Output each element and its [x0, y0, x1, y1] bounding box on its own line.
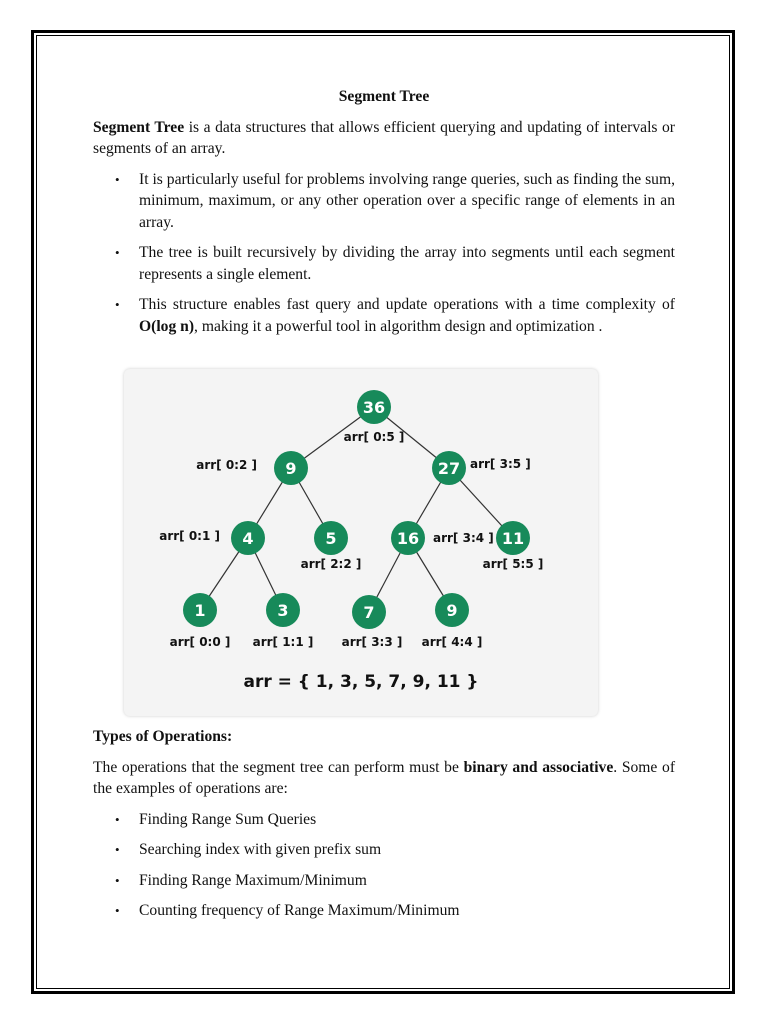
feature-list: [93, 169, 675, 338]
tree-node-range: arr[ 3:3 ]: [341, 635, 403, 649]
list-item-text: Counting frequency of Range Maximum/Minimum: [139, 902, 460, 919]
list-item-text: This structure enables fast query and update operations with a time complexity of: [139, 296, 675, 313]
list-item-text: Finding Range Maximum/Minimum: [139, 871, 367, 889]
tree-node-range: arr[ 0:5 ]: [343, 430, 405, 444]
operations-paragraph: [93, 757, 675, 800]
complexity-term: O(log n): [139, 317, 195, 335]
tree-nodes: [159, 390, 543, 649]
tree-node-range: arr[ 1:1 ]: [252, 635, 314, 649]
list-item-text: It is particularly useful for problems involving range queries, such as finding the sum, minimum, maximum, or any other operation over a specific range of elements in an array.: [139, 170, 675, 231]
paragraph-text: . Some of the examples of operations are:: [93, 758, 676, 797]
list-item: [93, 169, 675, 234]
segment-tree-figure: [124, 369, 598, 716]
list-item: [93, 839, 675, 861]
section-heading: Types of Operations:: [93, 728, 233, 745]
tree-node-value: 36: [362, 398, 386, 417]
tree-node-range: arr[ 3:4 ]: [433, 531, 494, 545]
operations-list: [93, 809, 675, 922]
intro-text: is a data structures that allows efficient querying and updating of intervals or segments of an array.: [93, 118, 676, 157]
tree-node-range: arr[ 3:5 ]: [470, 457, 531, 471]
tree-node-range: arr[ 0:0 ]: [169, 635, 231, 649]
list-item-text: The tree is built recursively by dividing the array into segments until each segment represents a single element.: [139, 244, 675, 283]
page-title: Segment Tree: [338, 88, 430, 105]
tree-node-value: 4: [242, 529, 254, 548]
document-body: [93, 86, 675, 346]
intro-term: Segment Tree: [93, 118, 185, 136]
paragraph-bold: binary and associative: [463, 758, 614, 776]
tree-node-value: 9: [446, 601, 458, 620]
operations-section: [93, 726, 675, 931]
tree-node-value: 1: [194, 601, 206, 620]
tree-node-value: 9: [285, 459, 297, 478]
tree-node-value: 7: [363, 603, 375, 622]
list-item: [93, 900, 675, 922]
array-caption: arr = { 1, 3, 5, 7, 9, 11 }: [243, 672, 479, 692]
list-item-text: , making it a powerful tool in algorithm design and optimization .: [194, 317, 603, 335]
paragraph-text: The operations that the segment tree can perform must be: [93, 758, 464, 776]
list-item-text: Finding Range Sum Queries: [139, 810, 317, 828]
list-item-text: Searching index with given prefix sum: [139, 841, 382, 858]
tree-node-range: arr[ 2:2 ]: [300, 557, 362, 571]
tree-node-range: arr[ 0:1 ]: [159, 529, 220, 543]
tree-node-value: 3: [277, 601, 289, 620]
tree-node-value: 11: [501, 529, 525, 548]
tree-node-value: 5: [325, 529, 337, 548]
tree-node-value: 27: [437, 459, 461, 478]
list-item: [93, 870, 675, 892]
tree-node-range: arr[ 4:4 ]: [421, 635, 483, 649]
tree-node-value: 16: [396, 529, 420, 548]
list-item: [93, 242, 675, 285]
tree-node-range: arr[ 0:2 ]: [196, 458, 257, 472]
list-item: [93, 294, 675, 337]
intro-paragraph: [93, 117, 675, 160]
list-item: [93, 809, 675, 831]
segment-tree-diagram: [124, 369, 598, 716]
tree-node-range: arr[ 5:5 ]: [482, 557, 544, 571]
